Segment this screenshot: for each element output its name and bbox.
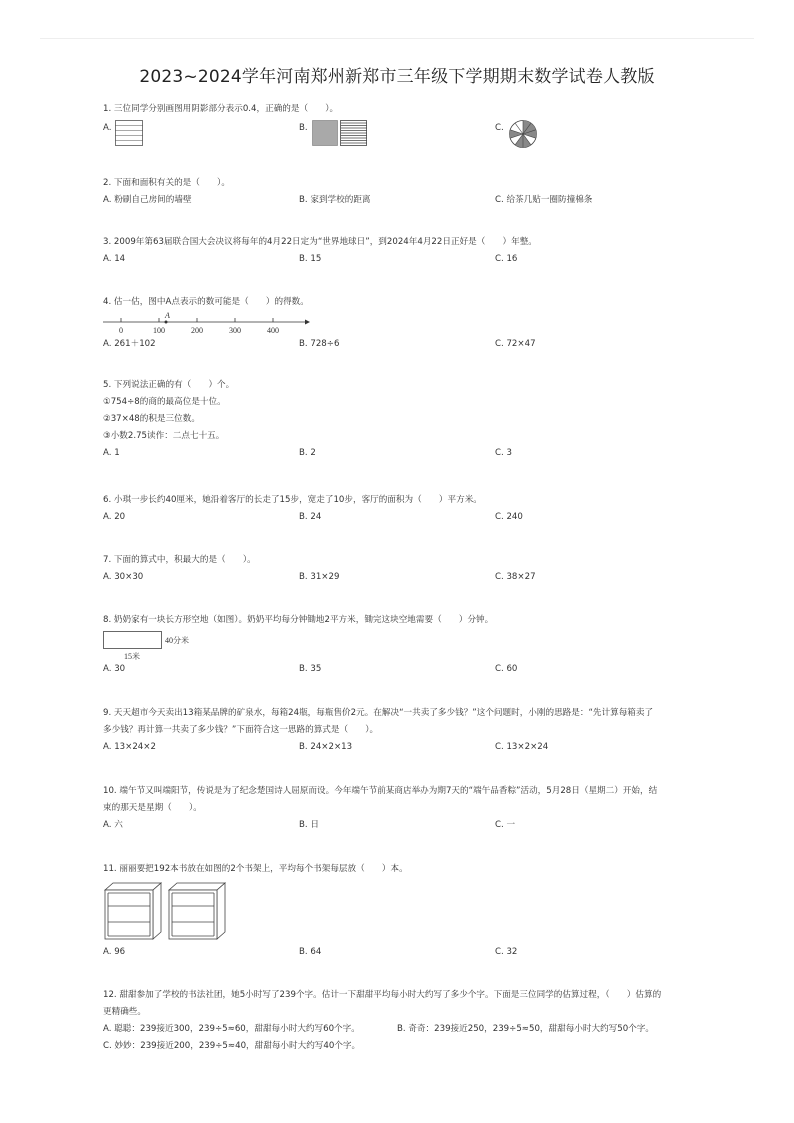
question-6 bbox=[103, 492, 695, 526]
option-c: C. 13×2×24 bbox=[495, 742, 549, 752]
number-line-tick-label: 100 bbox=[153, 326, 165, 335]
option-c: C. 3 bbox=[495, 448, 512, 458]
option-a: A. 13×24×2 bbox=[103, 742, 156, 752]
question-stem: 4. 估一估，图中A点表示的数可能是（ ）的得数。 bbox=[103, 297, 309, 307]
question-2 bbox=[103, 175, 695, 209]
question-5 bbox=[103, 377, 695, 462]
question-stem-continued: 多少钱？再计算一共卖了多少钱？”下面符合这一思路的算式是（ ）。 bbox=[103, 725, 379, 735]
question-12 bbox=[103, 987, 695, 1055]
option-a: A. 96 bbox=[103, 947, 126, 957]
option-c: C. 32 bbox=[495, 947, 518, 957]
question-stem: 5. 下列说法正确的有（ ）个。 bbox=[103, 380, 235, 390]
shaded-circle-figure bbox=[508, 119, 538, 149]
option-b: B. 2 bbox=[299, 448, 316, 458]
number-line-point-label: A bbox=[165, 312, 170, 320]
question-stem: 2. 下面和面积有关的是（ ）。 bbox=[103, 178, 230, 188]
option-b: B. 15 bbox=[299, 254, 322, 264]
option-c: C. 16 bbox=[495, 254, 518, 264]
question-stem: 6. 小琪一步长约40厘米，她沿着客厅的长走了15步，宽走了10步，客厅的面积为（ ）平方米。 bbox=[103, 495, 482, 505]
rectangle-width-label: 40分米 bbox=[165, 636, 189, 645]
question-stem-continued: 更精确些。 bbox=[103, 1007, 146, 1017]
question-stem: 1. 三位同学分别画图用阴影部分表示0.4，正确的是（ ）。 bbox=[103, 104, 339, 114]
option-a: A. 30×30 bbox=[103, 572, 144, 582]
question-stem: 8. 奶奶家有一块长方形空地（如图）。奶奶平均每分钟锄地2平方米，锄完这块空地需要（ ）分钟。 bbox=[103, 615, 494, 625]
option-b: B. 35 bbox=[299, 664, 322, 674]
number-line-tick-label: 400 bbox=[267, 326, 279, 335]
question-3 bbox=[103, 234, 695, 268]
statement-2: ②37×48的积是三位数。 bbox=[103, 414, 200, 424]
number-line-figure bbox=[103, 312, 313, 336]
option-c: C. 给茶几贴一圈防撞棉条 bbox=[495, 195, 593, 205]
option-a: A. 1 bbox=[103, 448, 120, 458]
question-1 bbox=[103, 101, 695, 148]
question-8 bbox=[103, 612, 695, 678]
question-stem: 12. 甜甜参加了学校的书法社团，她5小时写了239个字。估计一下甜甜平均每小时大约写了多少个字。下面是三位同学的估算过程，（ ）估算的 bbox=[103, 990, 662, 1000]
option-b: B. 家到学校的距离 bbox=[299, 195, 371, 205]
header-divider bbox=[40, 38, 754, 39]
question-stem: 10. 端午节又叫端阳节，传说是为了纪念楚国诗人屈原而设。今年端午节前某商店举办为期7天的“端午品香粽”活动，5月28日（星期二）开始，结 bbox=[103, 786, 658, 796]
option-a: A. bbox=[103, 123, 112, 133]
option-a: A. 30 bbox=[103, 664, 126, 674]
option-a: A. 聪聪：239接近300，239÷5≈60，甜甜每小时大约写60个字。 bbox=[103, 1024, 360, 1034]
number-line-tick-label: 200 bbox=[191, 326, 203, 335]
option-b: B. 64 bbox=[299, 947, 322, 957]
option-a: A. 261＋102 bbox=[103, 339, 156, 349]
question-stem: 11. 丽丽要把192本书放在如图的2个书架上，平均每个书架每层放（ ）本。 bbox=[103, 864, 408, 874]
number-line-tick-label: 300 bbox=[229, 326, 241, 335]
option-b: B. 24 bbox=[299, 512, 322, 522]
question-11 bbox=[103, 861, 695, 961]
option-c: C. 60 bbox=[495, 664, 518, 674]
option-b: B. 728÷6 bbox=[299, 339, 340, 349]
page-title: 2023~2024学年河南郑州新郑市三年级下学期期末数学试卷人教版 bbox=[139, 67, 655, 87]
option-b: B. 31×29 bbox=[299, 572, 340, 582]
bookshelves-figure bbox=[103, 880, 233, 942]
question-4 bbox=[103, 294, 695, 353]
question-stem: 7. 下面的算式中，积最大的是（ ）。 bbox=[103, 555, 256, 565]
option-c: C. 妙妙：239接近200，239÷5≈40，甜甜每小时大约写40个字。 bbox=[103, 1041, 361, 1051]
statement-3: ③小数2.75读作：二点七十五。 bbox=[103, 431, 225, 441]
option-b: B. 日 bbox=[299, 820, 319, 830]
rectangle-length-label: 15米 bbox=[124, 652, 140, 661]
option-b: B. 24×2×13 bbox=[299, 742, 353, 752]
question-10 bbox=[103, 783, 695, 834]
option-b: B. 奇奇：239接近250，239÷5≈50，甜甜每小时大约写50个字。 bbox=[397, 1024, 654, 1034]
option-c: C. 72×47 bbox=[495, 339, 536, 349]
rectangle-plot-figure bbox=[103, 629, 213, 661]
option-c: C. 38×27 bbox=[495, 572, 536, 582]
question-7 bbox=[103, 552, 695, 586]
option-c: C. 240 bbox=[495, 512, 523, 522]
option-b: B. bbox=[299, 123, 308, 133]
option-a: A. 14 bbox=[103, 254, 126, 264]
option-a: A. 粉刷自己房间的墙壁 bbox=[103, 195, 192, 205]
question-stem: 3. 2009年第63届联合国大会决议将每年的4月22日定为“世界地球日”，到2024年4月22日正好是（ ）年整。 bbox=[103, 237, 537, 247]
number-line-tick-label: 0 bbox=[119, 326, 123, 335]
shaded-squares-figure bbox=[312, 120, 368, 146]
option-c: C. bbox=[495, 123, 504, 133]
question-stem: 9. 天天超市今天卖出13箱某品牌的矿泉水，每箱24瓶，每瓶售价2元。在解决“一共卖了多少钱？”这个问题时，小刚的思路是：“先计算每箱卖了 bbox=[103, 708, 654, 718]
statement-1: ①754÷8的商的最高位是十位。 bbox=[103, 397, 226, 407]
option-a: A. 20 bbox=[103, 512, 126, 522]
question-9 bbox=[103, 705, 695, 756]
shaded-rectangle-figure bbox=[115, 120, 143, 146]
question-stem-continued: 束的那天是星期（ ）。 bbox=[103, 803, 202, 813]
option-a: A. 六 bbox=[103, 820, 123, 830]
number-line-point bbox=[165, 321, 168, 324]
option-c: C. 一 bbox=[495, 820, 516, 830]
